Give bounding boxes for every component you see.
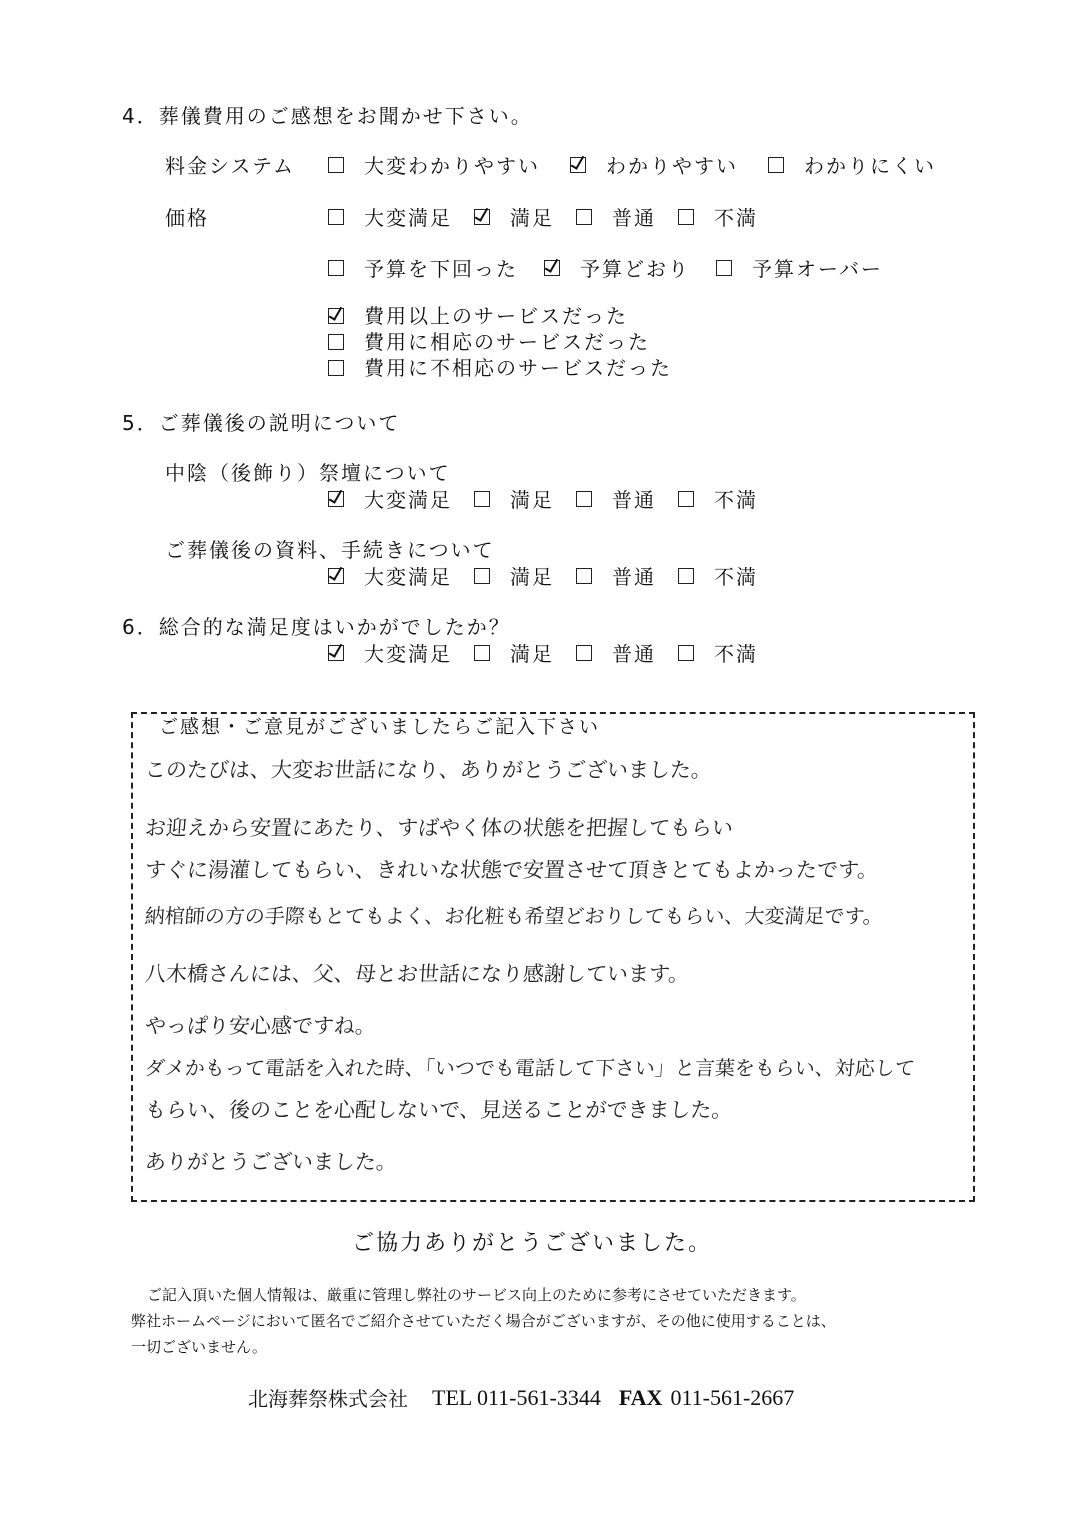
option-label: 費用以上のサービスだった [364, 304, 628, 328]
checkbox-checked[interactable] [328, 568, 344, 584]
checkbox[interactable] [576, 568, 592, 584]
option-label: 大変満足 [364, 488, 452, 512]
option[interactable] [474, 484, 554, 513]
q5-altar-options [328, 484, 780, 513]
tel-number: TEL 011-561-3344 [432, 1384, 601, 1410]
company-name: 北海葬祭株式会社 [248, 1387, 408, 1411]
comment-box[interactable] [131, 712, 975, 1202]
option[interactable] [576, 638, 656, 667]
checkbox[interactable] [576, 645, 592, 661]
comment-heading: ご感想・ご意見がございましたらご記入下さい [159, 716, 601, 738]
q4-label-fee-system: 料金システム [165, 154, 295, 178]
comment-line: ありがとうございました。 [144, 1150, 398, 1174]
option-label: 大変わかりやすい [364, 154, 540, 178]
option[interactable] [474, 561, 554, 590]
option-label: わかりにくい [804, 154, 936, 178]
option-label: 普通 [612, 488, 656, 512]
q6-title: 6．総合的な満足度はいかがでしたか？ [122, 615, 511, 639]
option-label: 予算どおり [580, 257, 690, 281]
checkbox[interactable] [328, 209, 344, 225]
comment-line: お迎えから安置にあたり、すばやく体の状態を把握してもらい [144, 816, 734, 840]
option[interactable] [576, 202, 656, 231]
checkbox[interactable] [328, 334, 344, 350]
option[interactable] [328, 329, 672, 355]
fax-label: FAX [618, 1384, 663, 1410]
option-label: 不満 [714, 642, 758, 666]
checkbox[interactable] [678, 209, 694, 225]
option-label: 費用に相応のサービスだった [364, 330, 650, 354]
checkbox[interactable] [678, 645, 694, 661]
checkbox-checked[interactable] [328, 491, 344, 507]
option[interactable] [768, 150, 936, 179]
option-label: 普通 [612, 565, 656, 589]
q4-value-options [328, 303, 672, 381]
footer-contact [248, 1383, 794, 1412]
comment-line: もらい、後のことを心配しないで、見送ることができました。 [144, 1098, 734, 1122]
option-label: 予算オーバー [752, 257, 883, 281]
q5-label-documents: ご葬儀後の資料、手続きについて [165, 538, 495, 562]
option-label: わかりやすい [606, 154, 738, 178]
option[interactable] [328, 638, 452, 667]
privacy-line: 弊社ホームページにおいて匿名でご紹介させていただく場合がございますが、その他に使用することは、 [131, 1312, 836, 1330]
q4-label-price: 価格 [165, 206, 209, 230]
q4-title: 4．葬儀費用のご感想をお聞かせ下さい。 [122, 104, 533, 128]
checkbox[interactable] [716, 260, 732, 276]
privacy-line: ご記入頂いた個人情報は、厳重に管理し弊社のサービス向上のために参考にさせていただきます。 [147, 1286, 806, 1304]
thanks-message: ご協力ありがとうございました。 [352, 1231, 713, 1256]
option-label: 満足 [510, 488, 554, 512]
option[interactable] [576, 484, 656, 513]
option-label: 費用に不相応のサービスだった [364, 356, 672, 380]
option[interactable] [328, 484, 452, 513]
option[interactable] [328, 202, 452, 231]
option[interactable] [678, 484, 758, 513]
checkbox[interactable] [576, 209, 592, 225]
q4-price-options [328, 202, 780, 231]
option[interactable] [328, 303, 672, 329]
checkbox[interactable] [474, 491, 490, 507]
checkbox[interactable] [678, 491, 694, 507]
option[interactable] [544, 253, 690, 282]
checkbox[interactable] [474, 645, 490, 661]
option[interactable] [678, 638, 758, 667]
q6-options [328, 638, 780, 667]
checkbox[interactable] [768, 157, 784, 173]
option[interactable] [474, 202, 554, 231]
option-label: 満足 [510, 565, 554, 589]
option[interactable] [570, 150, 738, 179]
option-label: 不満 [714, 488, 758, 512]
checkbox[interactable] [328, 157, 344, 173]
q4-fee-system-options [328, 150, 958, 179]
q4-budget-options [328, 253, 905, 282]
comment-line: 納棺師の方の手際もとてもよく、お化粧も希望どおりしてもらい、大変満足です。 [144, 904, 884, 928]
checkbox-checked[interactable] [544, 260, 560, 276]
option[interactable] [678, 202, 758, 231]
checkbox[interactable] [576, 491, 592, 507]
privacy-line: 一切ございません。 [131, 1338, 267, 1356]
option[interactable] [678, 561, 758, 590]
option-label: 大変満足 [364, 642, 452, 666]
option-label: 普通 [612, 206, 656, 230]
checkbox[interactable] [474, 568, 490, 584]
option-label: 大変満足 [364, 206, 452, 230]
comment-line: やっぱり安心感ですね。 [144, 1014, 377, 1038]
comment-line: 八木橋さんには、父、母とお世話になり感謝しています。 [144, 962, 691, 986]
checkbox-checked[interactable] [570, 157, 586, 173]
checkbox[interactable] [678, 568, 694, 584]
q5-label-altar: 中陰（後飾り）祭壇について [165, 461, 451, 485]
checkbox[interactable] [328, 360, 344, 376]
checkbox-checked[interactable] [474, 209, 490, 225]
option-label: 予算を下回った [364, 257, 518, 281]
option[interactable] [576, 561, 656, 590]
option-label: 不満 [714, 565, 758, 589]
fax-number: 011-561-2667 [670, 1384, 795, 1410]
checkbox-checked[interactable] [328, 308, 344, 324]
option[interactable] [328, 561, 452, 590]
option[interactable] [474, 638, 554, 667]
comment-line: すぐに湯灌してもらい、きれいな状態で安置させて頂きとてもよかったです。 [144, 858, 880, 882]
option-label: 普通 [612, 642, 656, 666]
option-label: 満足 [510, 642, 554, 666]
option[interactable] [328, 355, 672, 381]
checkbox-checked[interactable] [328, 645, 344, 661]
comment-line: ダメかもって電話を入れた時、「いつでも電話して下さい」と言葉をもらい、対応して [144, 1056, 916, 1080]
option[interactable] [328, 150, 540, 179]
option-label: 不満 [714, 206, 758, 230]
option-label: 満足 [510, 206, 554, 230]
checkbox[interactable] [328, 260, 344, 276]
q5-documents-options [328, 561, 780, 590]
option-label: 大変満足 [364, 565, 452, 589]
comment-line: このたびは、大変お世話になり、ありがとうございました。 [144, 758, 713, 782]
q5-title: 5．ご葬儀後の説明について [122, 411, 401, 435]
option[interactable] [716, 253, 883, 282]
option[interactable] [328, 253, 518, 282]
